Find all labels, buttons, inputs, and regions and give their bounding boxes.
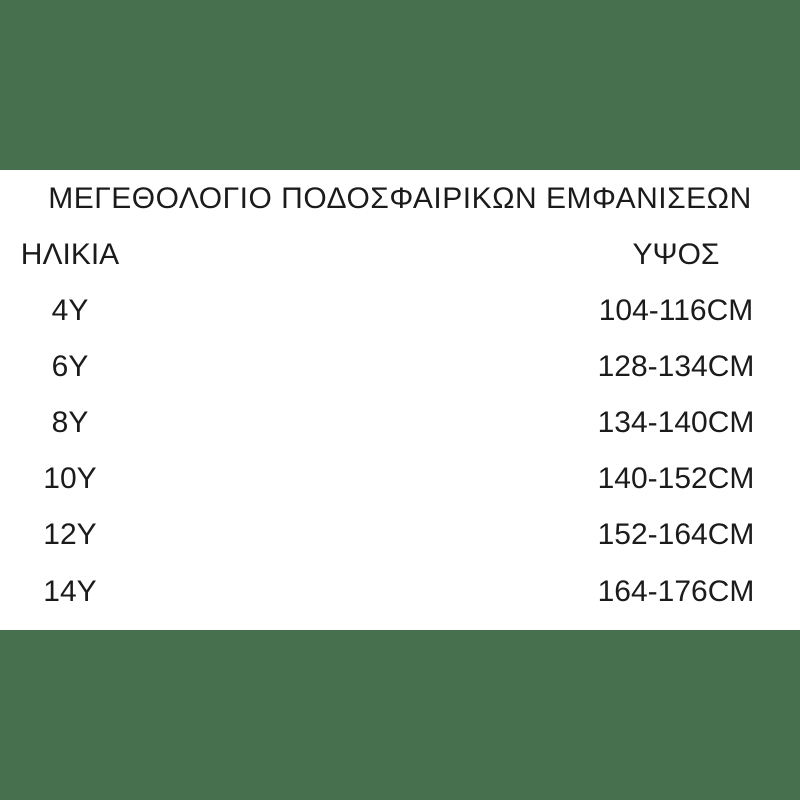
- table-row: [0, 406, 800, 442]
- table-row: [0, 518, 800, 554]
- age-cell: 10Y: [43, 462, 97, 495]
- age-cell: 8Y: [51, 406, 89, 439]
- height-cell: 164-176CM: [597, 575, 755, 608]
- table-row: [0, 294, 800, 330]
- size-chart-title: ΜΕΓΕΘΟΛΟΓΙΟ ΠΟΔΟΣΦΑΙΡΙΚΩΝ ΕΜΦΑΝΙΣΕΩΝ: [48, 182, 752, 215]
- table-row: [0, 462, 800, 498]
- age-cell: 6Y: [51, 350, 89, 383]
- height-cell: 140-152CM: [597, 462, 755, 495]
- age-cell: 14Y: [43, 575, 97, 608]
- table-header-row: [0, 238, 800, 274]
- top-green-band: [0, 0, 800, 170]
- age-cell: 12Y: [43, 518, 97, 551]
- table-row: [0, 350, 800, 386]
- column-header-age: ΗΛΙΚΙΑ: [20, 238, 120, 271]
- height-cell: 134-140CM: [597, 406, 755, 439]
- age-cell: 4Y: [51, 294, 89, 327]
- column-header-height: ΥΨΟΣ: [632, 238, 720, 271]
- height-cell: 104-116CM: [598, 294, 754, 327]
- height-cell: 152-164CM: [597, 518, 755, 551]
- bottom-green-band: [0, 630, 800, 800]
- table-row: [0, 575, 800, 611]
- height-cell: 128-134CM: [597, 350, 755, 383]
